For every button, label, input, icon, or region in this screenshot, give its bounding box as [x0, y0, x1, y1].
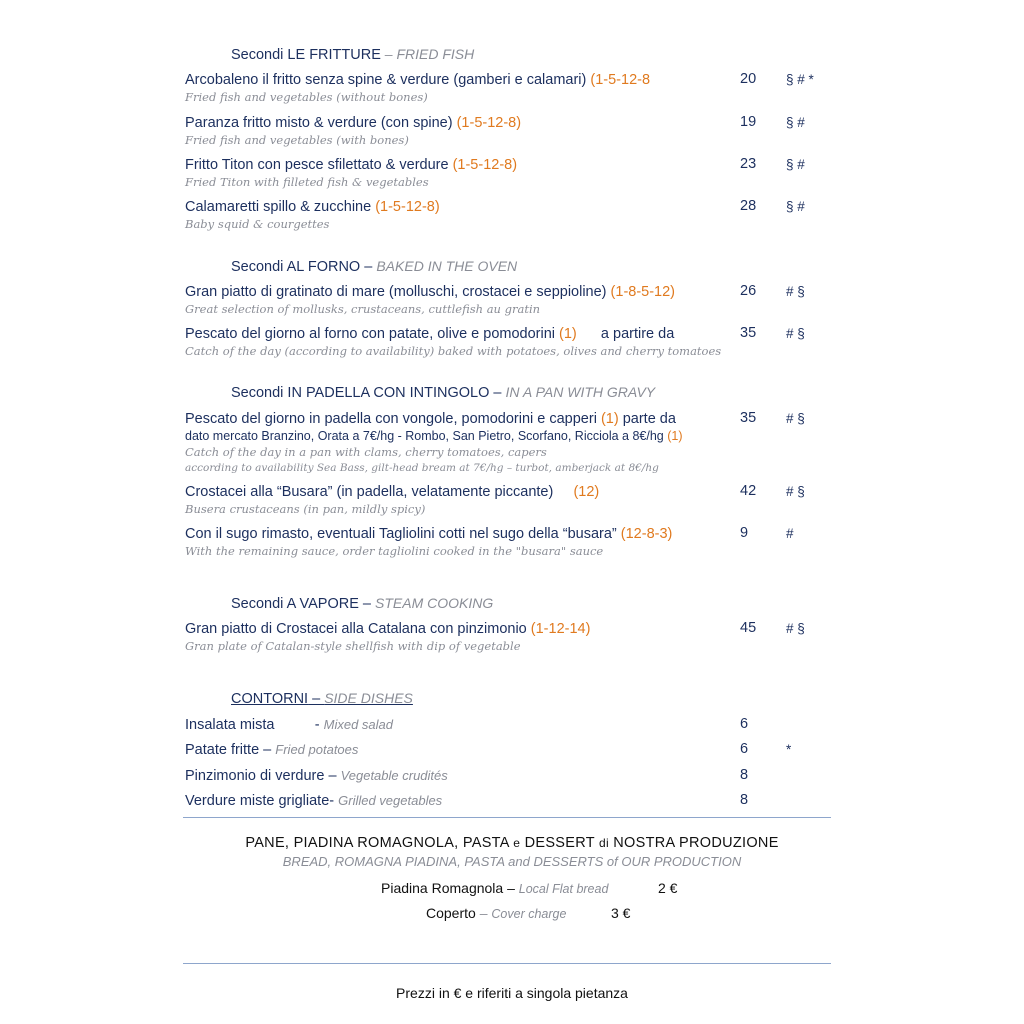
- item-allergens: (1): [667, 429, 683, 443]
- piadina-separator: –: [503, 880, 519, 896]
- side-dish-verdure: [185, 792, 745, 810]
- item-symbols: # §: [786, 326, 805, 341]
- item-translation: Fried Titon with filleted fish & vegetables: [185, 175, 429, 189]
- production-subtitle: BREAD, ROMAGNA PIADINA, PASTA and DESSERTS of OUR PRODUCTION: [282, 854, 742, 869]
- item-allergens: (1): [600, 411, 619, 427]
- side-dish-pinzimonio: [185, 767, 745, 785]
- item-symbols: § #: [786, 115, 805, 130]
- side-dish-translation: Fried potatoes: [275, 742, 359, 757]
- item-price: 35: [740, 410, 757, 426]
- item-price: 35: [740, 325, 757, 341]
- item-symbols: # §: [786, 621, 805, 636]
- side-dish-price: 6: [740, 741, 749, 757]
- production-title-part: e: [513, 836, 521, 850]
- piadina-name: Piadina Romagnola: [381, 880, 504, 896]
- item-translation-line2: according to availability Sea Bass, gilt-head bream at 7€/hg – turbot, amberjack at 8€/hg: [185, 462, 659, 474]
- item-allergens: (1-5-12-8: [590, 72, 651, 88]
- section-title-contorni: [231, 690, 413, 707]
- item-name: Gran piatto di gratinato di mare (molluschi, crostacei e seppioline): [185, 284, 611, 300]
- section-title-en: STEAM COOKING: [375, 595, 494, 611]
- footer-price-note: Prezzi in € e riferiti a singola pietanza: [396, 985, 628, 1001]
- item-price-note: a partire da: [576, 326, 675, 342]
- item-symbols: # §: [786, 411, 805, 426]
- item-name: Crostacei alla “Busara” (in padella, velatamente piccante): [185, 484, 574, 500]
- item-price: 45: [740, 620, 757, 636]
- side-dish-translation: Mixed salad: [323, 717, 393, 732]
- item-symbols: § #: [786, 199, 805, 214]
- side-dish-name: Insalata mista: [185, 717, 275, 733]
- section-dash: –: [380, 46, 397, 62]
- item-symbols: #: [786, 526, 794, 541]
- item-name: Fritto Titon con pesce sfilettato & verdure: [185, 157, 453, 173]
- item-translation: Catch of the day (according to availability) baked with potatoes, olives and cherry tomatoes: [185, 344, 722, 358]
- item-allergens: (1-5-12-8): [456, 115, 522, 131]
- menu-item-pescato-padella: [185, 410, 745, 476]
- section-title-fritture: [231, 46, 474, 63]
- production-title-part: NOSTRA PRODUZIONE: [608, 835, 779, 851]
- side-dish-name: Patate fritte: [185, 742, 260, 758]
- side-dish-insalata: [185, 716, 745, 734]
- menu-item-titon: [185, 156, 745, 190]
- menu-item-arcobaleno: [185, 71, 745, 105]
- production-title-part: di: [598, 836, 609, 850]
- item-price: 20: [740, 71, 757, 87]
- divider-line: [183, 817, 831, 818]
- side-dish-translation: Vegetable crudités: [340, 768, 448, 783]
- item-price: 42: [740, 483, 757, 499]
- side-dish-price: 8: [740, 767, 749, 783]
- item-allergens: (1-12-14): [530, 621, 591, 637]
- production-title-part: PANE, PIADINA ROMAGNOLA, PASTA: [245, 835, 514, 851]
- section-title-it: Secondi IN PADELLA CON INTINGOLO: [231, 385, 490, 401]
- item-price: 28: [740, 198, 757, 214]
- coperto-separator: –: [475, 905, 492, 921]
- piadina-row: [381, 880, 608, 896]
- item-allergens: (1): [559, 326, 577, 342]
- item-translation: Baby squid & courgettes: [185, 217, 330, 231]
- side-dish-separator: -: [329, 793, 339, 809]
- side-dish-separator: –: [324, 768, 341, 784]
- section-title-it: Secondi AL FORNO: [231, 259, 361, 275]
- coperto-row: [426, 905, 566, 921]
- item-translation: Catch of the day in a pan with clams, cherry tomatoes, capers: [185, 445, 547, 459]
- item-price: 9: [740, 525, 749, 541]
- section-title-en: IN A PAN WITH GRAVY: [505, 384, 656, 400]
- piadina-translation: Local Flat bread: [518, 882, 609, 896]
- section-title-vapore: [231, 595, 493, 612]
- production-title-part: DESSERT: [520, 835, 599, 851]
- item-translation: With the remaining sauce, order tagliolini cooked in the "busara" sauce: [185, 544, 604, 558]
- item-translation: Busera crustaceans (in pan, mildly spicy): [185, 502, 426, 516]
- item-price: 23: [740, 156, 757, 172]
- menu-item-gratinato: [185, 283, 745, 317]
- item-name: Calamaretti spillo & zucchine: [185, 199, 376, 215]
- section-title-en: BAKED IN THE OVEN: [376, 258, 518, 274]
- section-title-it: Secondi A VAPORE: [231, 596, 359, 612]
- item-market-prices: dato mercato Branzino, Orata a 7€/hg - Rombo, San Pietro, Scorfano, Ricciola a 8€/hg: [185, 429, 668, 443]
- section-title-en: FRIED FISH: [396, 46, 475, 62]
- menu-item-paranza: [185, 114, 745, 148]
- menu-item-busara: [185, 483, 745, 517]
- section-dash: –: [489, 385, 506, 401]
- item-allergens: (12-8-3): [620, 526, 673, 542]
- item-allergens: (1-5-12-8): [452, 157, 518, 173]
- section-title-it: CONTORNI: [231, 691, 309, 707]
- coperto-price: 3 €: [611, 905, 631, 921]
- menu-item-tagliolini: [185, 525, 745, 559]
- section-title-forno: [231, 258, 517, 275]
- menu-item-pescato-forno: [185, 325, 745, 359]
- side-dish-separator: -: [274, 717, 324, 733]
- item-price: 26: [740, 283, 757, 299]
- section-dash: –: [358, 596, 376, 612]
- item-symbols: # §: [786, 284, 805, 299]
- item-translation: Great selection of mollusks, crustaceans, cuttlefish au gratin: [185, 302, 541, 316]
- item-name: Pescato del giorno al forno con patate, olive e pomodorini: [185, 326, 560, 342]
- item-name: Arcobaleno il fritto senza spine & verdure (gamberi e calamari): [185, 72, 591, 88]
- side-dish-name: Verdure miste grigliate: [185, 793, 330, 809]
- item-symbols: § # *: [786, 72, 814, 87]
- section-title-it: Secondi LE FRITTURE: [231, 47, 381, 63]
- side-dish-price: 8: [740, 792, 749, 808]
- item-name: Pescato del giorno in padella con vongole, pomodorini e capperi: [185, 411, 601, 427]
- divider-line: [183, 963, 831, 964]
- item-name: Gran piatto di Crostacei alla Catalana con pinzimonio: [185, 621, 531, 637]
- item-name: Con il sugo rimasto, eventuali Tagliolini cotti nel sugo della “busara”: [185, 526, 621, 542]
- item-allergens: (12): [573, 484, 600, 500]
- item-price: 19: [740, 114, 757, 130]
- side-dish-name: Pinzimonio di verdure: [185, 768, 325, 784]
- side-dish-translation: Grilled vegetables: [338, 793, 443, 808]
- side-dish-separator: –: [259, 742, 276, 758]
- section-title-padella: [231, 384, 655, 401]
- item-price-note: parte da: [618, 411, 676, 427]
- coperto-name: Coperto: [426, 905, 476, 921]
- item-symbols: § #: [786, 157, 805, 172]
- piadina-price: 2 €: [658, 880, 678, 896]
- side-dish-patate: [185, 741, 745, 759]
- item-allergens: (1-5-12-8): [375, 199, 440, 215]
- item-translation: Fried fish and vegetables (without bones): [185, 90, 428, 104]
- section-dash: –: [308, 691, 325, 707]
- production-title: [0, 835, 1024, 851]
- item-translation: Gran plate of Catalan-style shellfish with dip of vegetable: [185, 639, 521, 653]
- menu-item-calamaretti: [185, 198, 745, 232]
- side-dish-price: 6: [740, 716, 749, 732]
- section-dash: –: [360, 259, 377, 275]
- section-title-en: SIDE DISHES: [324, 690, 413, 706]
- item-name: Paranza fritto misto & verdure (con spine): [185, 115, 457, 131]
- item-translation: Fried fish and vegetables (with bones): [185, 133, 409, 147]
- item-symbols: # §: [786, 484, 805, 499]
- side-dish-symbols: *: [786, 742, 792, 757]
- item-allergens: (1-8-5-12): [610, 284, 676, 300]
- coperto-translation: Cover charge: [491, 907, 567, 921]
- menu-item-catalana: [185, 620, 745, 654]
